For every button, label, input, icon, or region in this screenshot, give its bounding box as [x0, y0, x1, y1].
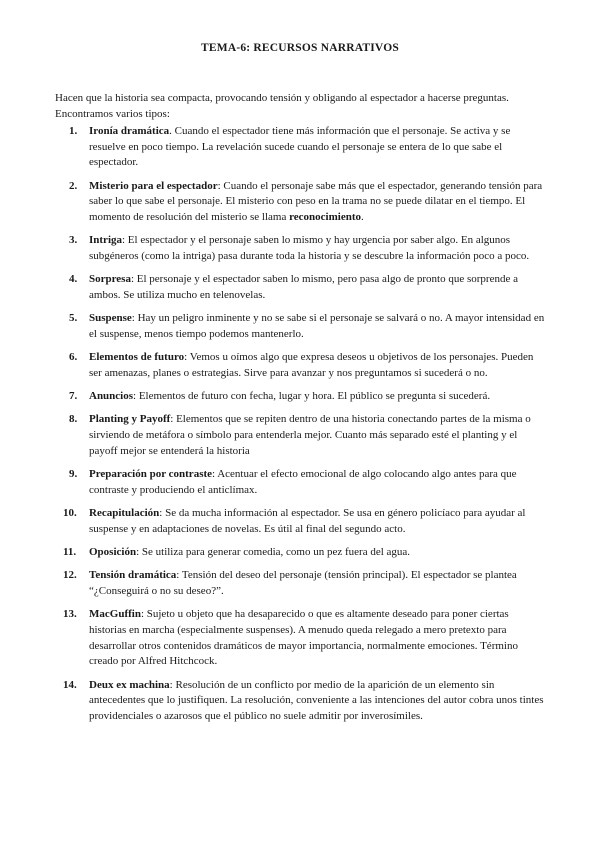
item-number: 6. — [69, 351, 78, 364]
item-term: Preparación por contraste — [89, 468, 213, 481]
page-title: TEMA-6: RECURSOS NARRATIVOS — [201, 42, 399, 54]
intro-paragraph: Hacen que la historia sea compacta, provocando tensión y obligando al espectador a hacerse preguntas. Encontramos varios tipos: — [55, 92, 509, 120]
list-item — [55, 233, 547, 264]
item-term: Misterio para el espectador — [89, 179, 218, 192]
list-item — [55, 350, 547, 381]
item-term: Ironía dramática — [89, 125, 170, 137]
list-item — [55, 545, 547, 561]
item-description: : Se utiliza para generar comedia, como un pez fuera del agua. — [136, 546, 411, 559]
item-tail: . — [360, 210, 364, 223]
item-number: 7. — [69, 390, 78, 403]
list-item — [55, 311, 547, 342]
item-description: : Tensión del deseo del personaje (tensión principal). El espectador se plantea “¿Conseguirá o no su deseo?”. — [89, 569, 517, 598]
list-item — [55, 678, 547, 725]
item-term: Planting y Payoff — [89, 413, 171, 426]
list-item — [55, 272, 547, 303]
item-description: . Cuando el espectador tiene más información que el personaje. Se activa y se resuelve en poco tiempo. La revelación sucede cuando el personaje se entera de lo que sabe el espectador. — [89, 125, 511, 169]
item-number: 2. — [69, 179, 78, 192]
item-number: 5. — [69, 312, 78, 325]
narrative-resources-list — [55, 124, 547, 732]
item-term: Sorpresa — [89, 273, 131, 286]
item-number: 9. — [69, 468, 78, 481]
list-item — [55, 607, 547, 669]
item-term: Deux ex machina — [89, 678, 170, 691]
item-number: 12. — [63, 569, 77, 582]
list-item — [55, 389, 547, 405]
item-number: 11. — [63, 546, 77, 559]
item-description: : Elementos de futuro con fecha, lugar y hora. El público se pregunta si sucederá. — [133, 390, 491, 403]
item-term: Anuncios — [89, 390, 134, 403]
item-description: : Resolución de un conflicto por medio de la aparición de un elemento sin antecedentes que lo justifiquen. La resolución, conveniente a las intenciones del autor cobra unos tintes providenciales o azarosos que el público no suele admitir por inverosímiles. — [89, 678, 544, 722]
item-description: : Elementos que se repiten dentro de una historia conectando partes de la misma o sirviendo de metáfora o símbolo para entenderla mejor. Cuanto más separado esté el planting y el payoff mejor se entenderá la historia — [89, 413, 531, 457]
list-item — [55, 506, 547, 537]
item-number: 10. — [63, 507, 77, 520]
item-description: : Hay un peligro inminente y no se sabe si el personaje se salvará o no. A mayor intensidad en el suspense, menos tiempo podemos mantenerlo. — [89, 312, 545, 340]
item-term: Recapitulación — [89, 507, 160, 520]
item-description: : Sujeto u objeto que ha desaparecido o que es altamente deseado para poner ciertas historias en marcha (especialmente suspenses). A menudo queda relegado a mero pretexto para desarrollar otros contenidos dramáticos de mayor importancia, normalmente emociones. Término creado por Alfred Hitchcock. — [89, 608, 518, 668]
item-number: 14. — [63, 678, 77, 691]
item-term: Oposición — [89, 546, 137, 559]
list-item — [55, 124, 547, 171]
item-description: : Vemos u oímos algo que expresa deseos u objetivos de los personajes. Pueden ser amenazas, planes o estrategias. Sirve para avanzar y nos preguntamos si sucederá o no. — [89, 351, 534, 379]
item-term: Suspense — [89, 312, 132, 325]
item-description: : El personaje y el espectador saben lo mismo, pero pasa algo de pronto que sorprende a ambos. Se utiliza mucho en telenovelas. — [89, 273, 518, 301]
item-number: 8. — [69, 413, 78, 426]
item-number: 3. — [69, 234, 78, 247]
list-item — [55, 412, 547, 459]
item-description: : Se da mucha información al espectador. Se usa en género policíaco para ayudar al suspense y en adaptaciones de novelas. Es útil al final del segundo acto. — [89, 507, 526, 535]
item-emphasis: reconocimiento — [289, 210, 361, 223]
list-item — [55, 467, 547, 498]
item-term: Elementos de futuro — [89, 351, 185, 364]
item-term: Tensión dramática — [89, 569, 177, 582]
item-number: 1. — [69, 125, 78, 137]
item-number: 13. — [63, 608, 77, 621]
item-term: MacGuffin — [89, 608, 141, 621]
item-description: : Cuando el personaje sabe más que el espectador, generando tensión para saber lo que sabe el personaje. El misterio con peso en la trama no se puede dilatar en el tiempo. El momento de resolución del misterio se llama — [89, 179, 543, 223]
item-description: : El espectador y el personaje saben lo mismo y hay urgencia por saber algo. En algunos subgéneros (como la intriga) pasa durante toda la historia y se descubre la información poco a poco. — [89, 234, 530, 262]
item-description: : Acentuar el efecto emocional de algo colocando algo antes para que contraste y produciendo el anticlímax. — [89, 468, 517, 496]
list-item — [55, 179, 547, 226]
item-number: 4. — [69, 273, 78, 286]
item-term: Intriga — [89, 234, 122, 247]
list-item — [55, 568, 547, 599]
